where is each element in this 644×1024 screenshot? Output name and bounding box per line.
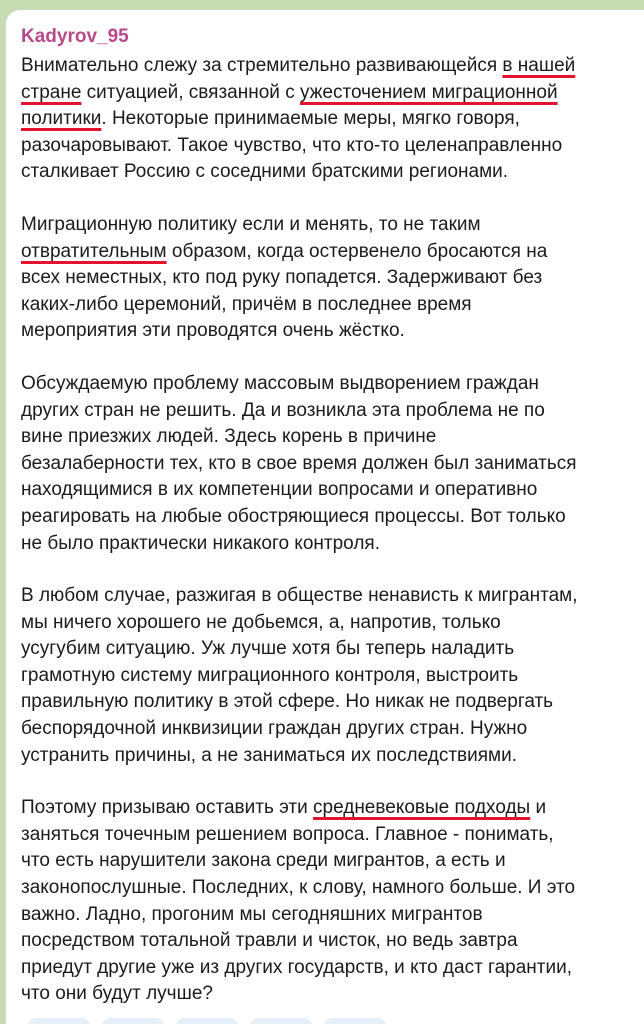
message-paragraph: [21, 53, 644, 186]
reaction-chip[interactable]: [102, 1018, 164, 1024]
text-segment: беспорядочной инквизиции граждан других стран. Нужно: [21, 718, 528, 740]
text-line: [21, 106, 644, 133]
reaction-bar: [28, 1018, 386, 1024]
underlined-phrase: отвратительным: [21, 240, 167, 262]
text-line: [21, 318, 644, 345]
text-line: [21, 928, 644, 955]
text-line: [21, 133, 644, 160]
text-segment: всех неместных, кто под руку попадется. Задерживают без: [21, 267, 543, 289]
text-segment: важно. Ладно, прогоним мы сегодняшних мигрантов: [21, 903, 483, 925]
text-segment: В любом случае, разжигая в обществе ненависть к мигрантам,: [21, 585, 578, 607]
text-line: [21, 477, 644, 504]
text-segment: Внимательно слежу за стремительно развивающейся: [21, 55, 503, 76]
text-line: [21, 981, 644, 1008]
message-bubble: [6, 10, 644, 1024]
text-line: [21, 398, 644, 425]
text-line: [21, 716, 644, 743]
text-segment: мероприятия эти проводятся очень жёстко.: [21, 320, 405, 342]
text-segment: других стран не решить. Да и возникла эта проблема не по: [21, 399, 545, 421]
text-line: [21, 955, 644, 982]
text-segment: Обсуждаемую проблему массовым выдворением граждан: [21, 372, 539, 394]
text-segment: что они будут лучше?: [21, 983, 213, 1005]
text-line: [21, 822, 644, 849]
text-segment: находящимися в их компетенции вопросами и оперативно: [21, 479, 538, 501]
text-segment: вине приезжих людей. Здесь корень в причине: [21, 426, 437, 448]
text-line: [21, 795, 644, 822]
text-line: [21, 875, 644, 902]
text-line: [21, 636, 644, 663]
reaction-chip[interactable]: [250, 1018, 312, 1024]
text-segment: Поэтому призываю оставить эти: [21, 797, 314, 819]
text-segment: и: [530, 797, 547, 819]
text-segment: разочаровывают. Такое чувство, что кто-то целенаправленно: [21, 134, 563, 156]
message-paragraph: [21, 583, 644, 769]
text-line: [21, 583, 644, 610]
text-segment: реагировать на любые обостряющиеся процессы. Вот только: [21, 505, 566, 527]
message-body: [21, 53, 644, 1008]
underlined-phrase: средневековые подходы: [313, 797, 531, 819]
text-segment: устранить причины, а не заниматься их последствиями.: [21, 744, 517, 766]
underlined-phrase: политики: [21, 108, 102, 130]
text-line: [21, 689, 644, 716]
text-line: [21, 424, 644, 451]
text-line: [21, 265, 644, 292]
message-paragraph: [21, 795, 644, 1008]
text-segment: сталкивает Россию с соседними братскими регионами.: [21, 161, 509, 183]
text-line: [21, 239, 644, 266]
text-segment: каких-либо церемоний, причём в последнее время: [21, 293, 472, 315]
text-line: [21, 504, 644, 531]
text-line: [21, 902, 644, 929]
text-line: [21, 743, 644, 770]
reaction-chip[interactable]: [28, 1018, 90, 1024]
text-segment: ситуацией, связанной с: [81, 81, 300, 103]
text-segment: . Некоторые принимаемые меры, мягко говоря,: [101, 108, 520, 130]
text-segment: мы ничего хорошего не добьемся, а, напротив, только: [21, 611, 501, 633]
text-segment: безалаберности тех, кто в свое время должен был заниматься: [21, 452, 577, 474]
text-segment: что есть нарушители закона среди мигрантов, а есть и: [21, 850, 506, 872]
text-segment: приедут другие уже из других государств, и кто даст гарантии,: [21, 956, 572, 978]
text-line: [21, 531, 644, 558]
text-segment: не было практически никакого контроля.: [21, 532, 380, 554]
text-segment: законопослушные. Последних, к слову, намного больше. И это: [21, 877, 576, 899]
text-segment: усугубим ситуацию. Уж лучше хотя бы теперь наладить: [21, 638, 515, 660]
message-paragraph: [21, 371, 644, 557]
text-line: [21, 212, 644, 239]
channel-author-name[interactable]: Kadyrov_95: [21, 26, 129, 47]
underlined-phrase: в нашей: [502, 55, 576, 76]
reaction-chip[interactable]: [324, 1018, 386, 1024]
text-line: [21, 663, 644, 690]
text-line: [21, 451, 644, 478]
text-segment: правильную политику в этой сфере. Но никак не подвергать: [21, 691, 554, 713]
text-line: [21, 80, 644, 107]
text-line: [21, 53, 644, 80]
text-line: [21, 292, 644, 319]
message-paragraph: [21, 212, 644, 345]
reaction-chip[interactable]: [176, 1018, 238, 1024]
text-segment: посредством тотальной травли и чисток, но ведь завтра: [21, 930, 518, 952]
underlined-phrase: стране: [21, 81, 82, 103]
text-segment: заняться точечным решением вопроса. Главное - понимать,: [21, 823, 554, 845]
text-line: [21, 848, 644, 875]
text-segment: грамотную систему миграционного контроля, выстроить: [21, 664, 519, 686]
text-line: [21, 371, 644, 398]
text-line: [21, 610, 644, 637]
text-segment: образом, когда остервенело бросаются на: [166, 240, 548, 262]
underlined-phrase: ужесточением миграционной: [299, 81, 558, 103]
text-segment: Миграционную политику если и менять, то не таким: [21, 213, 481, 235]
text-line: [21, 159, 644, 186]
